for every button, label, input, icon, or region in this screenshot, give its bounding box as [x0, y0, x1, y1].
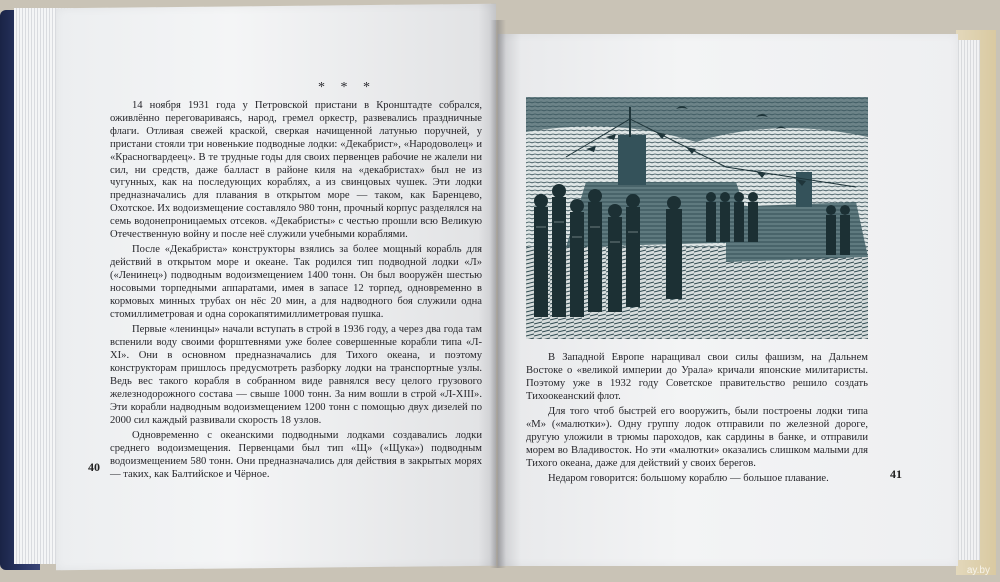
right-page-text — [526, 352, 868, 489]
page-number-left: 40 — [88, 460, 100, 474]
submarine-parade-engraving — [526, 97, 868, 339]
paragraph: В Западной Европе наращивал свои силы фашизм, на Дальнем Востоке о «великой империи до Урала» кричали японские милитаристы. Поэтому уже в 1932 году Советское правительство решило создать Тихоокеанский флот. — [526, 352, 868, 402]
paragraph: Одновременно с океанскими подводными лодками создавались лодки среднего водоизмещения. Первенцами был тип «Щ» («Щука») подводным водоизмещением 580 тонн. Они предназначались для действия в закрытых морях — таких, как Балтийское и Чёрное. — [110, 430, 482, 480]
watermark: ay.by — [966, 565, 990, 576]
paragraph: Первые «ленинцы» начали вступать в строй в 1936 году, а через два года там вспенили воду своими форштевнями уже более совершенные корабли типа «Л-XI». Они в основном предназначались для Тихого океана, и поэтому конструкторам пришлось предусмотреть разборку лодки на транспортные узлы. Ведь вес такого корабля в собранном виде равнялся весу целого грузового железнодорожного состава — свыше 1000 тонн. За ним вошли в строй «Л-XIII». Эти корабли надводным водоизмещением 1200 тонн с помощью двух дизелей по 2000 сил каждый развивали скорость 18 узлов. — [110, 324, 482, 426]
paragraph: Для того чтоб быстрей его вооружить, были построены лодки типа «М» («малютки»). Одну группу лодок отправили по железной дороге, другую уложили в трюмы пароходов, как сардины в банке, и отправили морем во Владивосток. Но эти «малютки» оказались слишком малыми для Тихого океана, даже для действий у своих берегов. — [526, 406, 868, 469]
engraving-illustration — [526, 97, 868, 339]
left-page-text — [110, 100, 482, 484]
page-number-right: 41 — [890, 467, 902, 481]
book-gutter — [490, 20, 506, 568]
paragraph: Недаром говорится: большому кораблю — большое плавание. — [548, 473, 829, 485]
section-ornament: * * * — [318, 80, 376, 95]
paragraph: После «Декабриста» конструкторы взялись за более мощный корабль для действий в открытом море и океане. Так родился тип подводной лодки «Л» («Ленинец») подводным водоизмещением 1400 тонн. Он был вооружён шестью носовыми торпедными аппаратами, имея в запасе 12 торпед, одновременно в кормовых минных трубах он нёс 20 мин, а для надводного боя служили одна стомиллиметровая и одна сорокапятимиллиметровая пушка. — [110, 244, 482, 320]
paragraph: 14 ноября 1931 года у Петровской пристани в Кронштадте собрался, оживлённо переговариваясь, народ, гремел оркестр, развевались праздничные флаги. Отливая свежей краской, сверкая начищенной латунью поручней, у пристани стояли три новенькие подводные лодки: «Декабрист», «Народоволец» и «Красногвардеец». В те трудные годы для своих первенцев рабочие не жалели ни сил, ни средств, даже балласт в районе киля на «декабристах» был не из чугунных, как на последующих кораблях, а из свинцовых чушек. Эти лодки предназначались для плавания в открытом море — таком, как Баренцево, Охотское. Их водоизмещение составляло 980 тонн, прочный корпус разделялся на семь водонепроницаемых отсеков. «Декабристы» с честью прошли всю Великую Отечественную войну и после неё служили учебными кораблями. — [110, 100, 482, 241]
